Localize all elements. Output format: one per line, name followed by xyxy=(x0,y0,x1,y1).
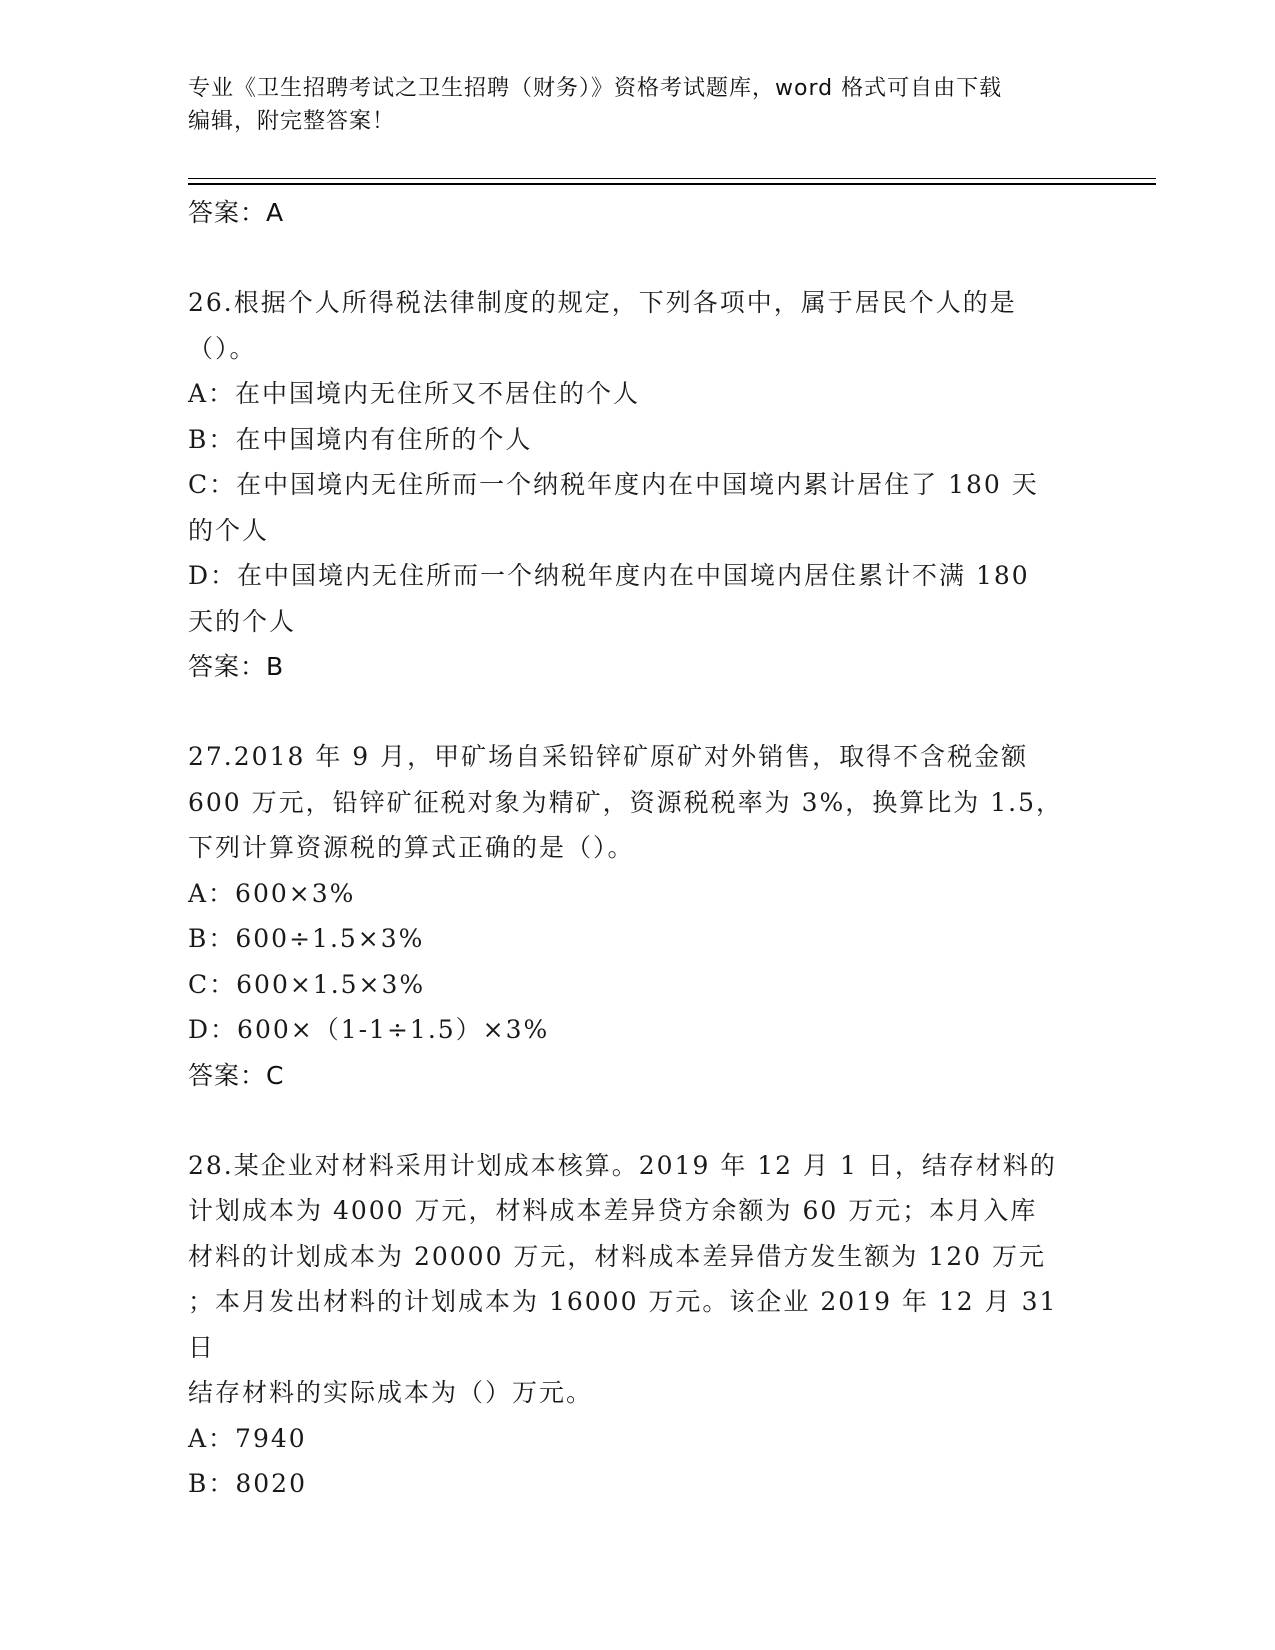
header-line-1: 专业《卫生招聘考试之卫生招聘（财务）》资格考试题库，word 格式可自由下载 xyxy=(188,76,1003,101)
question-stem-line: 600 万元，铅锌矿征税对象为精矿，资源税税率为 3%，换算比为 1.5， xyxy=(188,787,1063,817)
answer-line: 答案：A xyxy=(188,198,285,227)
question-stem-line: 27.2018 年 9 月，甲矿场自采铅锌矿原矿对外销售，取得不含税金额 xyxy=(188,742,1029,771)
question-28 xyxy=(188,1143,1088,1507)
option-b: B：600÷1.5×3% xyxy=(188,924,425,953)
question-stem-line: 26.根据个人所得税法律制度的规定，下列各项中，属于居民个人的是 xyxy=(188,288,1017,317)
option-c: C：在中国境内无住所而一个纳税年度内在中国境内累计居住了 180 天 xyxy=(188,470,1039,499)
option-a: A：7940 xyxy=(188,1423,307,1453)
option-b: B：8020 xyxy=(188,1469,307,1498)
answer-line: 答案：B xyxy=(188,652,285,681)
header-line-2: 编辑，附完整答案！ xyxy=(188,109,396,134)
question-stem-line: （）。 xyxy=(188,333,257,363)
option-a: A：600×3% xyxy=(188,878,356,908)
question-26 xyxy=(188,280,1088,690)
question-27 xyxy=(188,734,1088,1099)
option-d-continued: 天的个人 xyxy=(188,606,297,636)
page-header xyxy=(188,72,1088,138)
option-c-continued: 的个人 xyxy=(188,515,270,545)
option-d: D：在中国境内无住所而一个纳税年度内在中国境内居住累计不满 180 xyxy=(188,561,1030,590)
option-b: B：在中国境内有住所的个人 xyxy=(188,424,533,454)
option-c: C：600×1.5×3% xyxy=(188,969,426,999)
document-body xyxy=(188,190,1088,1507)
answer-line: 答案：C xyxy=(188,1060,285,1090)
question-stem-line: 下列计算资源税的算式正确的是（）。 xyxy=(188,833,635,862)
option-a: A：在中国境内无住所又不居住的个人 xyxy=(188,379,641,408)
question-stem-line: 结存材料的实际成本为（）万元。 xyxy=(188,1378,594,1407)
question-stem-line: 28.某企业对材料采用计划成本核算。2019 年 12 月 1 日，结存材料的 xyxy=(188,1150,1057,1180)
question-stem-line: 材料的计划成本为 20000 万元，材料成本差异借方发生额为 120 万元 xyxy=(188,1241,1047,1271)
question-stem-line: 计划成本为 4000 万元，材料成本差异贷方余额为 60 万元；本月入库 xyxy=(188,1196,1038,1225)
header-divider xyxy=(188,178,1156,185)
option-d: D：600×（1-1÷1.5）×3% xyxy=(188,1015,550,1044)
question-stem-line: ；本月发出材料的计划成本为 16000 万元。该企业 2019 年 12 月 31 日 xyxy=(188,1287,1058,1362)
